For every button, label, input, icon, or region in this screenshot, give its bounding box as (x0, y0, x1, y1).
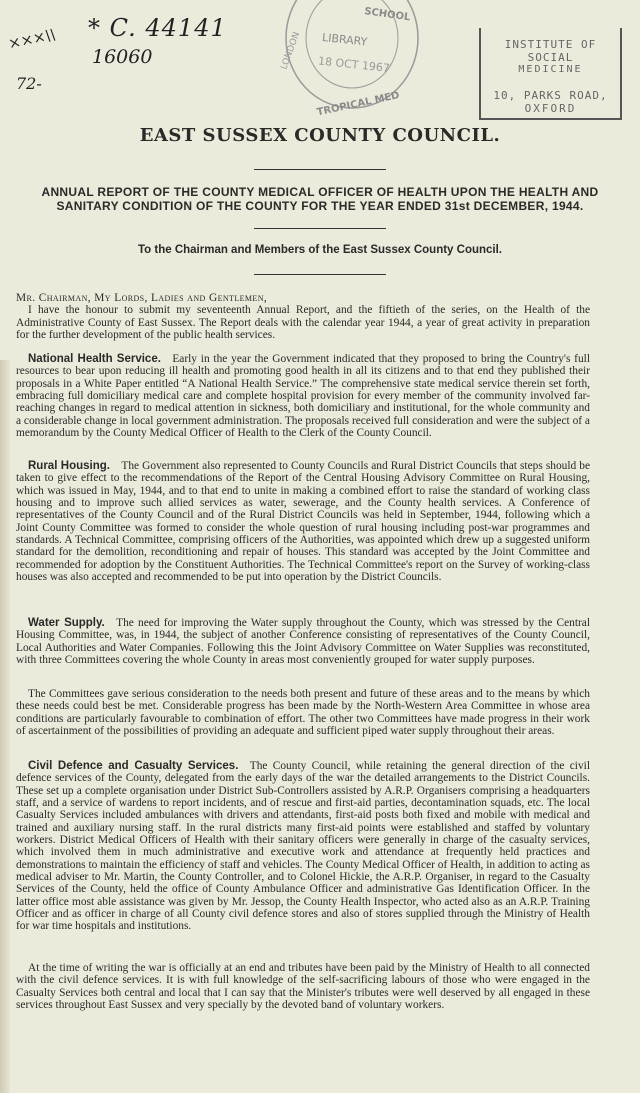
institute-stamp-line4: OXFORD (524, 102, 577, 115)
civil-defence-paragraph: The County Council, while retaining the general direction of the civil defence services of the County, delegated from the early days of the war the detailed arrangements to the District Councils. These set up a complete organisation under District Sub-Controllers assisted by A.R.P. Organisers comprising a headquarters staff, and a service of wardens to report incidents, and of rescue and first-aid parties, decontamination squads, etc. The local Casualty Services included ambulances with drivers and attendants, first-aid posts both fixed and mobile with medical and trained and auxiliary nursing staff. In the rural districts many first-aid points were established and staffed by voluntary workers. District Medical Officers of Health with their sanitary officers were generally in charge of the casualty services, which involved them in much administrative and executive work and attendance at frequently held practices and demonstrations to maintain the efficiency of staff and vehicles. The County Medical Officer of Health, in addition to acting as medical adviser to Mr. Martin, the County Controller, and to Colonel Hickie, the A.R.P. Organiser, in regard to the Casualty Services of the County, held the office of County Ambulance Officer and administrative Gas Identification Officer. In the latter office most able assistance was given by Mr. Jessop, the County Health Inspector, who acted also as an A.R.P. Training Officer and as officer in charge of all County civil defence stores and also of stores supplied through the Ministry of Health for war time hospitals and institutions. (16, 760, 590, 933)
nhs-paragraph: Early in the year the Government indicated that they proposed to bring the Country's full resources to bear upon reducing ill health and promoting good health in all its citizens and to that end they published their proposals in a White Paper entitled “A National Health Service.” The comprehensive state medical service therein set forth, embracing full domiciliary medical care and complete hospital provision for every member of the community involved far-reaching changes in regard to medical attention in sickness, both domiciliary and institutional, for the whole community and a considerable change in local government administration. The proposals received full consideration and were the subject of a memorandum by the County Medical Officer of Health to the Clerk of the County Council. (16, 353, 590, 440)
committees-paragraph: The Committees gave serious consideration to the needs both present and future of these areas and to the means by which these needs could best be met. Considerable progress has been made by the North-Western Area Committee in whose area conditions are particularly favourable to combination of effort. The other two Committees have made progress in their work of ascertainment of the possibilities of providing an adequate and sufficient piped water supply throughout their areas. (16, 688, 590, 738)
institute-stamp-line3: 10, PARKS ROAD, (493, 89, 608, 102)
committees-section (16, 688, 590, 737)
closing-section (16, 962, 590, 1011)
stamp-text-bottom: TROPICAL MED (315, 90, 401, 119)
housing-section (16, 460, 590, 583)
stamp-text-date: 18 OCT 1967 (317, 54, 391, 75)
council-title: EAST SUSSEX COUNTY COUNCIL. (139, 125, 501, 146)
page-binding-shadow (0, 360, 10, 1093)
library-stamp (272, 0, 432, 120)
report-title-line2: SANITARY CONDITION OF THE COUNTY FOR THE YEAR ENDED 31st DECEMBER, 1944. (56, 199, 584, 213)
civil-defence-heading: Civil Defence and Casualty Services. (28, 760, 239, 772)
nhs-heading: National Health Service. (28, 353, 161, 365)
water-section (16, 617, 590, 666)
salutation: Mr. Chairman, My Lords, Ladies and Gentlemen, (16, 292, 268, 304)
divider-rule (254, 228, 386, 229)
addressee: To the Chairman and Members of the East Sussex County Council. (137, 244, 502, 256)
civil-defence-section (16, 760, 590, 933)
intro-section (16, 292, 590, 341)
nhs-section (16, 353, 590, 439)
institute-stamp-line2: MEDICINE (518, 64, 583, 75)
divider-rule (254, 169, 386, 170)
intro-paragraph: I have the honour to submit my seventeenth Annual Report, and the fiftieth of the series, on the Health of the Administrative County of East Sussex. The Report deals with the calendar year 1944, a year of great activity in preparation for the further development of the public health services. (16, 304, 590, 342)
stamp-text-center: LIBRARY (321, 30, 368, 49)
stamp-text-left: LONDON (279, 30, 303, 72)
stamp-text-top: SCHOOL (363, 6, 411, 24)
handwritten-margin-note: ×××\\ (6, 25, 58, 53)
handwritten-number: 16060 (92, 46, 153, 68)
closing-paragraph: At the time of writing the war is officially at an end and tributes have been paid by the Ministry of Health to all connected with the civil defence services. It is with full knowledge of the self-sacrificing labours of those who were engaged in the Casualty Services both central and local that I can say that the Minister's tributes were well deserved by all engaged in these services throughout East Sussex and very specially by the devoted band of voluntary workers. (16, 962, 590, 1012)
report-title-line1: ANNUAL REPORT OF THE COUNTY MEDICAL OFFICER OF HEALTH UPON THE HEALTH AND (41, 185, 599, 199)
institute-stamp-line1: INSTITUTE OF SOCIAL (504, 38, 597, 64)
report-title (16, 185, 624, 213)
handwritten-margin-note-2: 72- (16, 74, 42, 93)
housing-paragraph: The Government also represented to County Councils and Rural District Councils that steps should be taken to give effect to the recommendations of the Report of the Central Housing Advisory Committee on Rural Housing, which was issued in May, 1944, and to that end to unite in making a combined effort to raise the standard of working class housing and to improve such allied services as water, sewerage, and the County health services. A Conference of representatives of the County Council and of the Rural District Councils was held in September, 1944, following which a Joint County Committee was formed to consider the whole question of rural housing including post-war programmes and standards. A Technical Committee, comprising officers of the Authorities, was appointed which drew up a suggested uniform standard for the demolition, reconditioning and repair of houses. This standard was accepted by the Joint Committee and recommended for adoption by the Constituent Authorities. The Technical Committee's report on the Survey of working-class houses was also accepted and recommended to be put into operation by the District Councils. (16, 460, 591, 584)
institute-stamp (479, 28, 622, 120)
handwritten-reference: * C. 44141 (88, 14, 227, 42)
water-paragraph: The need for improving the Water supply throughout the County, which was stressed by the Central Housing Committee, was, in 1944, the subject of another Conference consisting of representatives of the County Council, Local Authorities and Water Companies. Following this the Joint Advisory Committee on Water Supplies was reconstituted, with three Committees covering the whole County in areas most conveniently grouped for water supply purposes. (16, 617, 590, 667)
water-heading: Water Supply. (28, 617, 105, 629)
divider-rule (254, 274, 386, 275)
housing-heading: Rural Housing. (28, 460, 110, 472)
